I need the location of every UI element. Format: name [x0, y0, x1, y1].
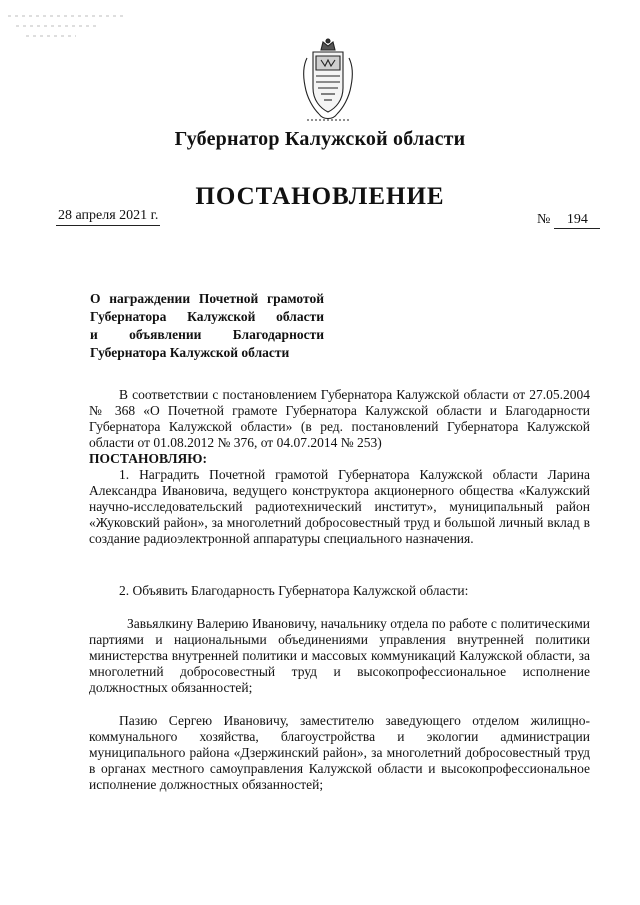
title-line: Губернатора Калужской области [90, 309, 324, 324]
preamble-block [89, 387, 590, 547]
document-date: 28 апреля 2021 г. [56, 208, 160, 226]
title-line: О награждении Почетной грамотой [90, 291, 324, 306]
item-1: 1. Наградить Почетной грамотой Губернатора Калужской области Ларина Александра Ивановича, ведущего конструктора акционерного общества «Калужский научно-исследовательский радиотехнический институт», муниципальный район «Жуковский район», за многолетний добросовестный труд и большой личный вклад в создание радиоэлектронной аппаратуры специального назначения. [89, 467, 590, 546]
document-number [537, 212, 600, 229]
person-2-text: Пазию Сергею Ивановичу, заместителю заведующего отделом жилищно-коммунального хозяйства, благоустройства и экологии администрации муниципального района «Дзержинский район», за многолетний добросовестный труд в органах местного самоуправления Калужской области и высокопрофессиональное исполнение должностных обязанностей; [89, 713, 590, 792]
decree-word: ПОСТАНОВЛЯЮ: [89, 451, 207, 466]
document-title [90, 290, 324, 362]
title-line: Губернатора Калужской области [90, 345, 290, 360]
authority-title: Губернатор Калужской области [174, 128, 466, 150]
award-person-1 [89, 616, 590, 696]
item-2-block [89, 583, 590, 599]
title-line: и объявлении Благодарности [90, 327, 324, 342]
person-1-text: Завьялкину Валерию Ивановичу, начальнику отдела по работе с политическими партиями и национальными объединениями управления внутренней политики министерства внутренней политики и массовых коммуникаций Калужской области, за многолетний добросовестный труд и высокопрофессиональное исполнение должностных обязанностей; [89, 616, 590, 695]
award-person-2 [89, 713, 590, 793]
item-2: 2. Объявить Благодарность Губернатора Калужской области: [119, 583, 469, 598]
scan-noise [6, 12, 136, 42]
document-type: ПОСТАНОВЛЕНИЕ [195, 183, 445, 210]
number-value: 194 [554, 212, 600, 229]
number-label: № [537, 212, 551, 227]
coat-of-arms-icon [299, 36, 357, 126]
preamble: В соответствии с постановлением Губернатора Калужской области от 27.05.2004 № 368 «О Почетной грамоте Губернатора Калужской области и Благодарности Губернатора Калужской области» (в ред. постановлений Губернатора Калужской области от 01.08.2012 № 376, от 04.07.2014 № 253) [89, 387, 590, 450]
